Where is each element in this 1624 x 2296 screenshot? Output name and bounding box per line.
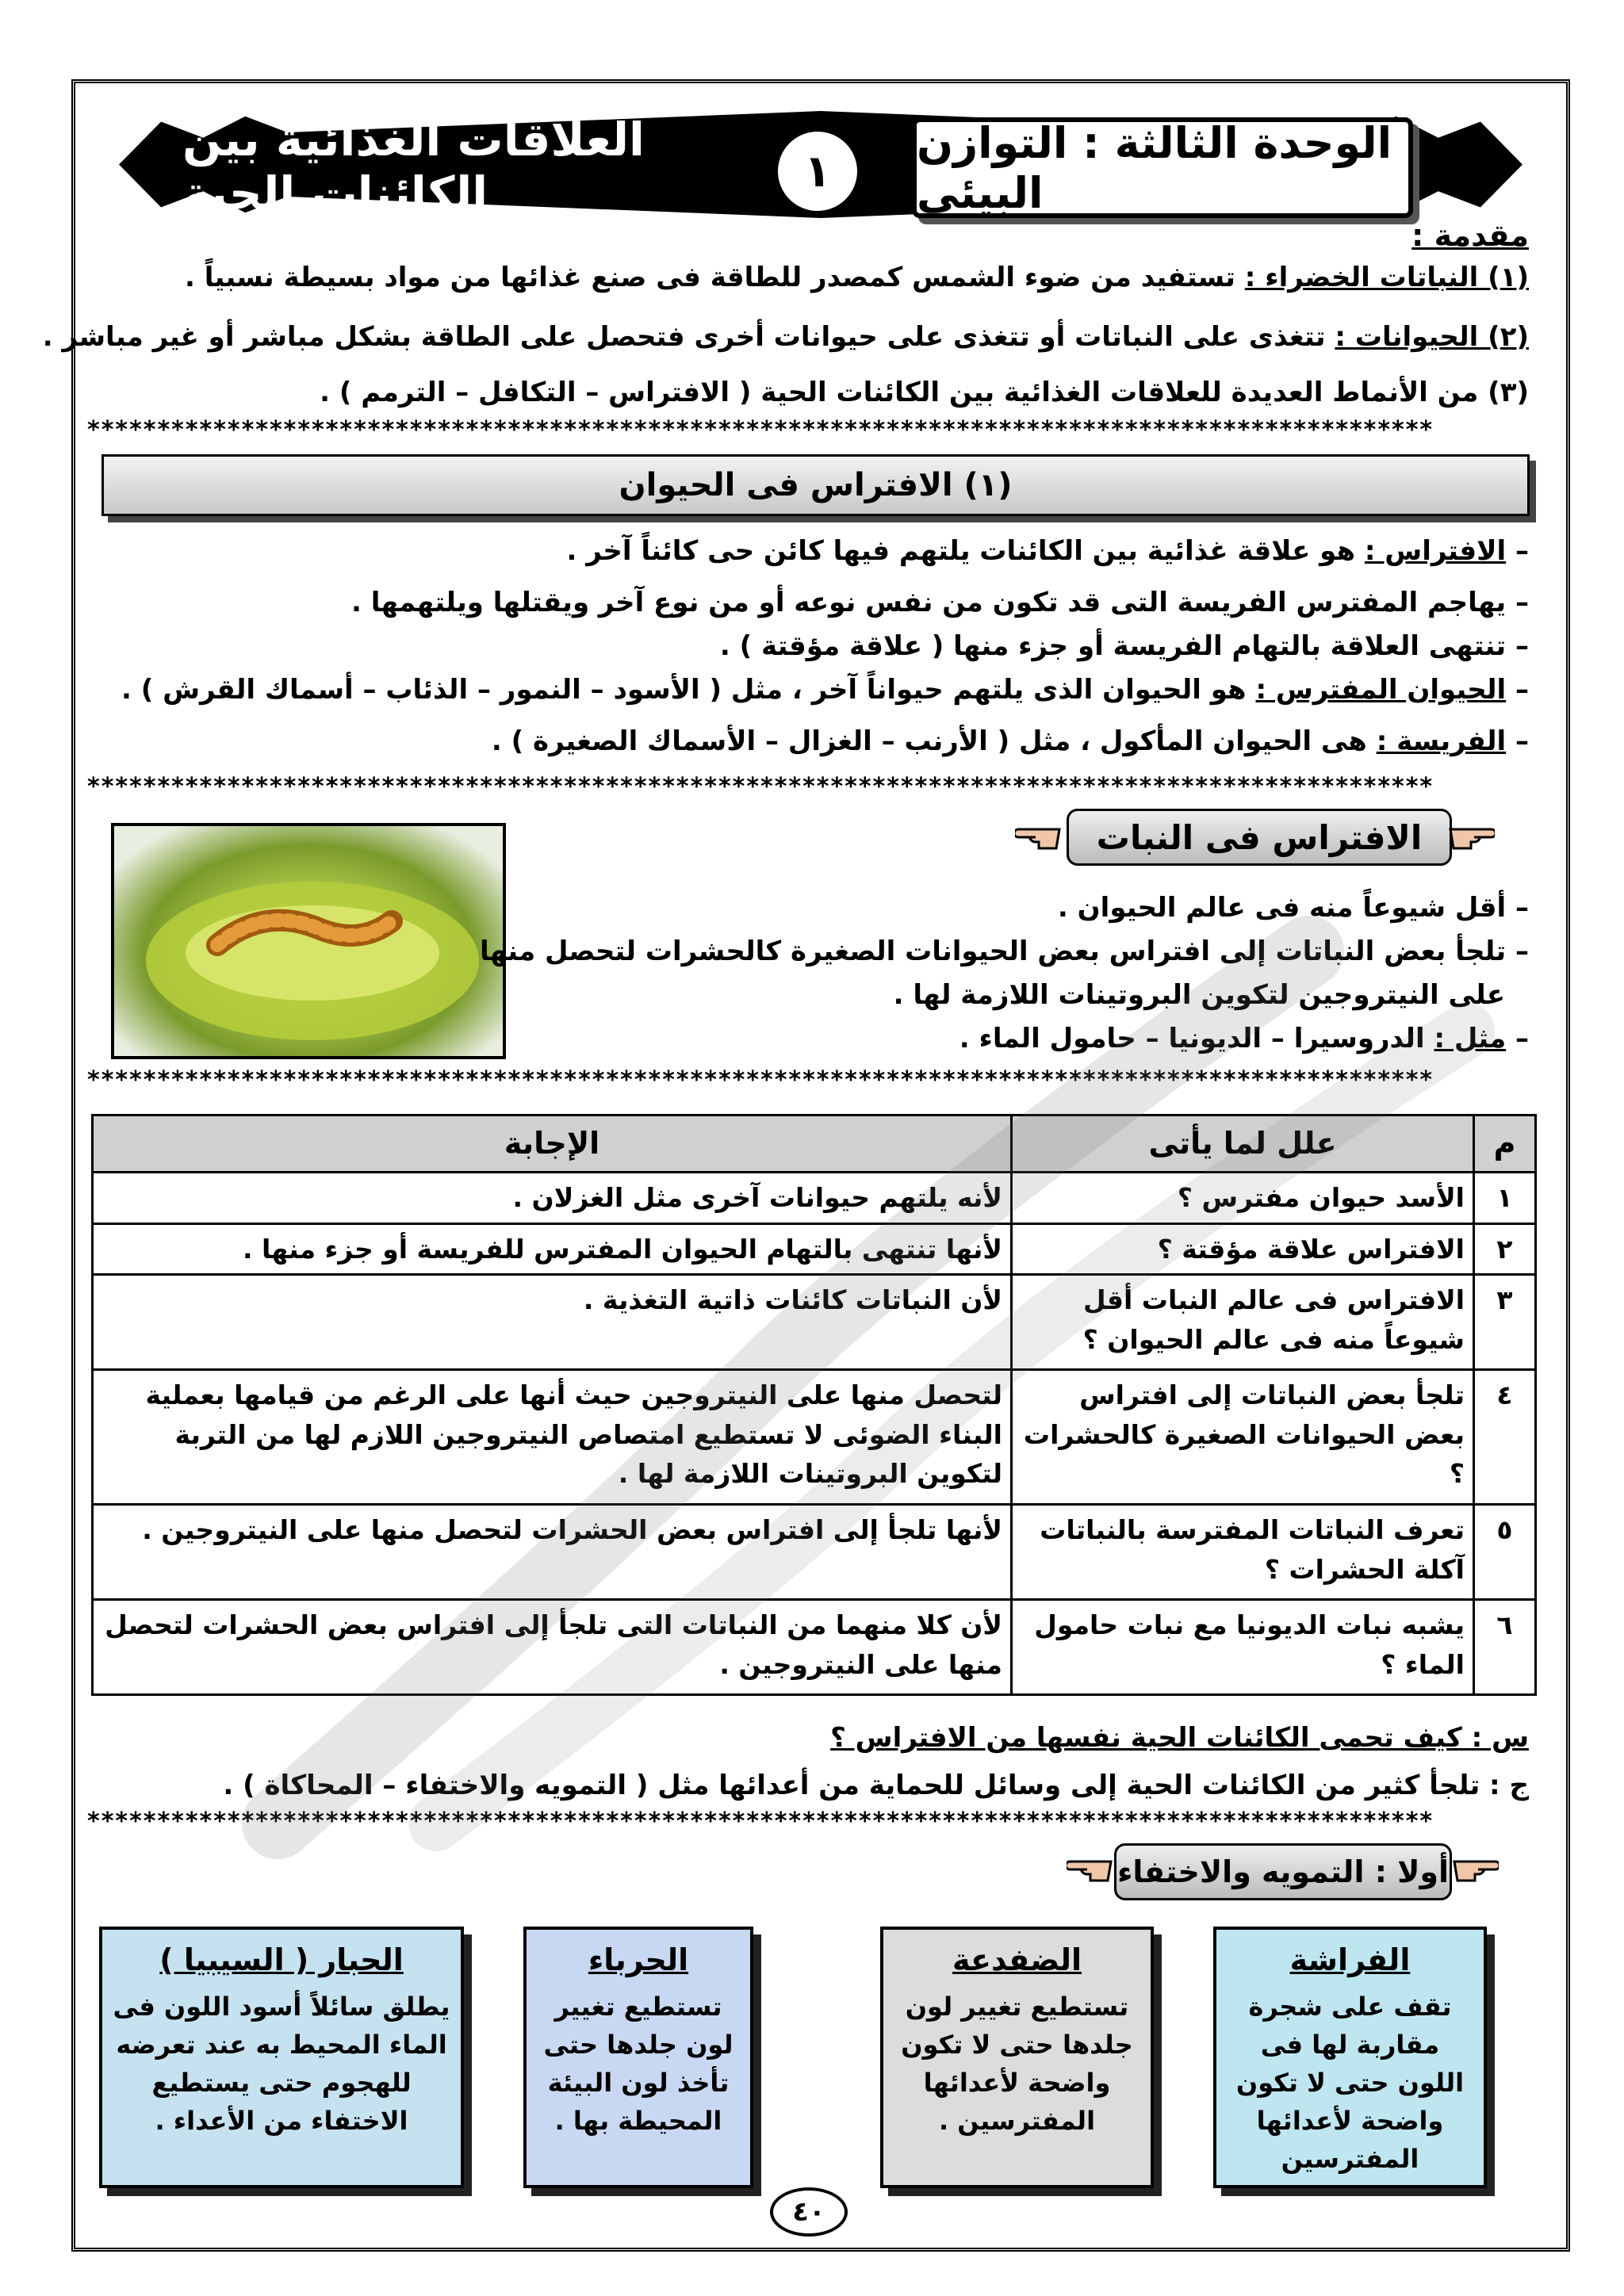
card-frog-text: تستطيع تغيير لون جلدها حتى لا تكون واضحة لأعدائها المفترسين . [901, 1992, 1133, 2136]
row-question: الأسد حيوان مفترس ؟ [1012, 1173, 1474, 1224]
intro-p2-text: تتغذى على النباتات أو تتغذى على حيوانات أخرى فتحصل على الطاقة بشكل مباشر أو غير مباشر . [42, 321, 1335, 353]
card-cuttlefish [99, 1927, 464, 2188]
protection-answer: ج : تلجأ كثير من الكائنات الحية إلى وسائل للحماية من أعدائها مثل ( التمويه والاختفاء – المحاكاة ) . [223, 1770, 1529, 1801]
row-number: ٢ [1474, 1223, 1536, 1275]
row-answer: لأن كلا منهما من النباتات التى تلجأ إلى افتراس بعض الحشرات لتحصل منها على النيتروجين . [93, 1600, 1012, 1695]
animal-line-1: – الافتراس : هو علاقة غذائية بين الكائنات يلتهم فيها كائن حى كائناً آخر . [566, 535, 1529, 567]
table-row [93, 1505, 1536, 1600]
plant-line-4-text: الدروسيرا – الديونيا – حامول الماء . [959, 1023, 1434, 1054]
intro-p2 [43, 321, 1529, 353]
pointing-hand-left-icon [1067, 1847, 1114, 1887]
row-question: الافتراس فى عالم النبات أقل شيوعاً منه فى عالم الحيوان ؟ [1012, 1275, 1474, 1370]
card-butterfly-text: تقف على شجرة مقاربة لها فى اللون حتى لا تكون واضحة لأعدائها المفترسين [1235, 1992, 1465, 2174]
row-number: ٦ [1474, 1600, 1536, 1695]
card-cuttlefish-title: الحبار ( السيبيا ) [159, 1942, 404, 1977]
table-row [93, 1173, 1536, 1224]
star-divider-3: ************************************************************************************************ [87, 1066, 1434, 1094]
plant-line-3: على النيتروجين لتكوين البروتينات اللازمة لها . [893, 979, 1505, 1011]
intro-p1-text: تستفيد من ضوء الشمس كمصدر للطاقة فى صنع غذائها من مواد بسيطة نسبياً . [185, 262, 1245, 293]
card-chameleon-title: الحرباء [588, 1942, 689, 1977]
row-answer: لتحصل منها على النيتروجين حيث أنها على الرغم من قيامها بعملية البناء الضوئى لا تستطيع امتصاص النيتروجين اللازم لها من التربة لتكوين البروتينات اللازمة لها . [93, 1370, 1012, 1505]
row-answer: لأن النباتات كائنات ذاتية التغذية . [93, 1275, 1012, 1370]
star-divider-1: ************************************************************************************************ [87, 416, 1434, 444]
intro-p1-term: (١) النباتات الخضراء : [1244, 262, 1529, 293]
intro-p3: (٣) من الأنماط العديدة للعلاقات الغذائية بين الكائنات الحية ( الافتراس – التكافل – الترمم ) . [320, 377, 1529, 408]
intro-p2-term: (٢) الحيوانات : [1335, 321, 1529, 353]
animal-line-5-term: الفريسة : [1376, 725, 1507, 757]
row-number: ١ [1474, 1173, 1536, 1224]
animal-line-1-text: هو علاقة غذائية بين الكائنات يلتهم فيها كائن حى كائناً آخر . [566, 535, 1365, 567]
pointing-hand-right-icon [1447, 815, 1495, 855]
row-answer: لأنه يلتهم حيوانات آخرى مثل الغزلان . [93, 1173, 1012, 1224]
caterpillar-on-plant-icon [114, 826, 503, 1056]
row-answer: لأنها تنتهى بالتهام الحيوان المفترس للفريسة أو جزء منها . [93, 1223, 1012, 1275]
animal-line-3: – تنتهى العلاقة بالتهام الفريسة أو جزء منها ( علاقة مؤقتة ) . [719, 630, 1529, 662]
page-number-ornament [706, 2188, 912, 2236]
table-header-number: م [1474, 1115, 1536, 1173]
row-question: تعرف النباتات المفترسة بالنباتات آكلة الحشرات ؟ [1012, 1505, 1474, 1600]
section-plant-predation-title: الافتراس فى النبات [1067, 809, 1452, 866]
animal-line-5-text: هى الحيوان المأكول ، مثل ( الأرنب – الغزال – الأسماك الصغيرة ) . [491, 725, 1377, 757]
reasons-table [91, 1114, 1537, 1696]
plant-line-1: – أقل شيوعاً منه فى عالم الحيوان . [1057, 892, 1529, 924]
table-header-answer: الإجابة [93, 1115, 1012, 1173]
table-row [93, 1600, 1536, 1695]
table-header-question: علل لما يأتى [1012, 1115, 1474, 1173]
section-animal-predation-title: (١) الافتراس فى الحيوان [102, 454, 1530, 516]
row-answer: لأنها تلجأ إلى افتراس بعض الحشرات لتحصل منها على النيتروجين . [93, 1505, 1012, 1600]
card-butterfly [1213, 1927, 1487, 2188]
row-number: ٥ [1474, 1505, 1536, 1600]
animal-line-4: – الحيوان المفترس : هو الحيوان الذى يلتهم حيواناً آخر ، مثل ( الأسود – النمور – الذئاب – أسماك القرش ) . [121, 674, 1529, 706]
page-number: ٤٠ [770, 2187, 848, 2237]
table-row [93, 1275, 1536, 1370]
table-row [93, 1223, 1536, 1275]
row-question: تلجأ بعض النباتات إلى افتراس بعض الحيوانات الصغيرة كالحشرات ؟ [1012, 1370, 1474, 1505]
card-chameleon [523, 1927, 753, 2188]
star-divider-4: ************************************************************************************************ [87, 1808, 1434, 1835]
lesson-number: ١ [773, 127, 862, 216]
row-number: ٤ [1474, 1370, 1536, 1505]
animal-line-2: – يهاجم المفترس الفريسة التى قد تكون من نفس نوعه أو من نوع آخر ويقتلها ويلتهمها . [351, 587, 1529, 618]
plant-line-4-term: مثل : [1434, 1023, 1507, 1054]
card-frog-title: الضفدعة [952, 1942, 1082, 1977]
card-chameleon-text: تستطيع تغيير لون جلدها حتى تأخذ لون البيئة المحيطة بها . [543, 1992, 733, 2136]
camouflage-title: أولا : التمويه والاختفاء [1114, 1843, 1452, 1900]
plant-line-4: – مثل : الدروسيرا – الديونيا – حامول الماء . [959, 1023, 1529, 1054]
intro-p1 [185, 262, 1529, 293]
animal-line-5: – الفريسة : هى الحيوان المأكول ، مثل ( الأرنب – الغزال – الأسماك الصغيرة ) . [491, 725, 1529, 757]
star-divider-2: ************************************************************************************************ [87, 773, 1434, 801]
card-cuttlefish-text: يطلق سائلاً أسود اللون فى الماء المحيط به عند تعرضه للهجوم حتى يستطيع الاختفاء من الأعداء . [113, 1992, 450, 2136]
row-number: ٣ [1474, 1275, 1536, 1370]
lesson-title: العلاقات الغذائية بين الكائنات الحية [182, 113, 645, 220]
row-question: يشبه نبات الديونيا مع نبات حامول الماء ؟ [1012, 1600, 1474, 1695]
unit-title: الوحدة الثالثة : التوازن البيئى [912, 117, 1413, 218]
intro-title: مقدمة : [1411, 218, 1529, 253]
animal-line-1-term: الافتراس : [1364, 535, 1507, 567]
protection-question: س : كيف تحمى الكائنات الحية نفسها من الافتراس ؟ [830, 1722, 1529, 1754]
card-frog [880, 1927, 1154, 2188]
table-header-row [93, 1115, 1536, 1173]
pointing-hand-left-icon [1015, 815, 1063, 855]
plant-line-2: – تلجأ بعض النباتات إلى افتراس بعض الحيوانات الصغيرة كالحشرات لتحصل منها [480, 936, 1529, 967]
venus-flytrap-photo [111, 823, 506, 1059]
animal-line-4-text: هو الحيوان الذى يلتهم حيواناً آخر ، مثل ( الأسود – النمور – الذئاب – أسماك القرش ) . [121, 674, 1256, 706]
pointing-hand-right-icon [1451, 1847, 1499, 1887]
table-row [93, 1370, 1536, 1505]
card-butterfly-title: الفراشة [1289, 1942, 1411, 1977]
row-question: الافتراس علاقة مؤقتة ؟ [1012, 1223, 1474, 1275]
animal-line-4-term: الحيوان المفترس : [1255, 674, 1507, 706]
